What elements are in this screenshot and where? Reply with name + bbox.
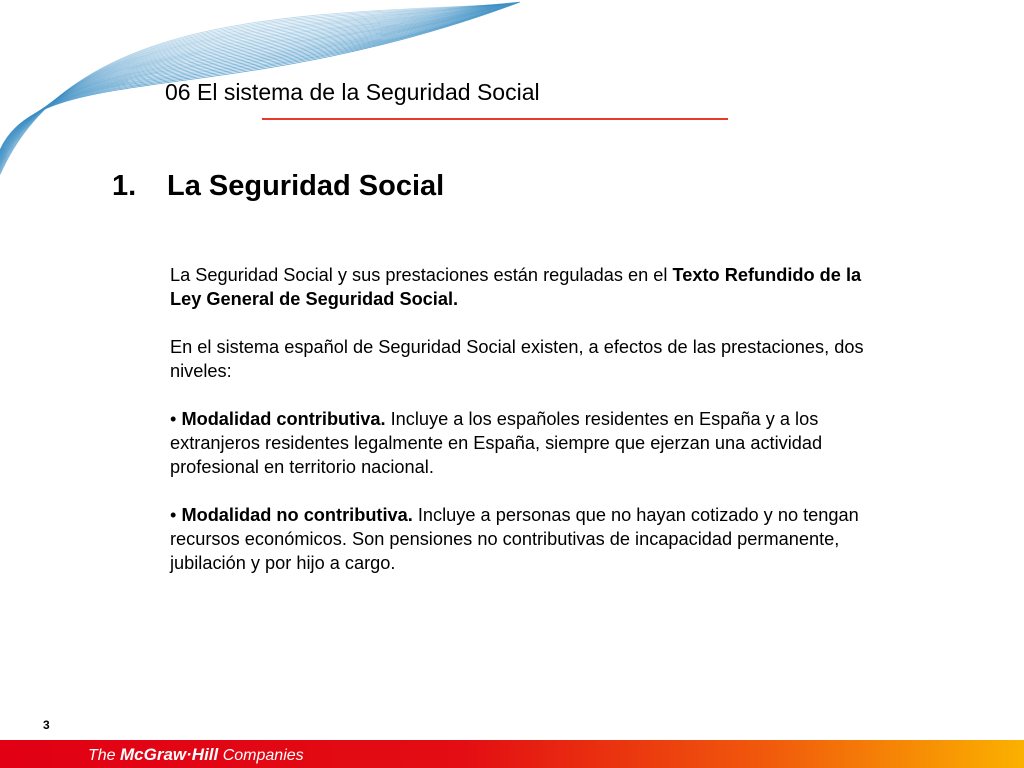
bullet-no-contributiva-text: Incluye a personas que no hayan cotizado y no tengan recursos económicos. Son pensiones no contributivas de incapacidad permanente, jubilación y por hijo a cargo. [170, 505, 859, 573]
paragraph-levels: En el sistema español de Seguridad Social existen, a efectos de las prestaciones, dos niveles: [170, 337, 864, 381]
bullet-no-contributiva-title: Modalidad no contributiva. [181, 505, 413, 525]
paragraph-intro-bold: Texto Refundido de la Ley General de Seguridad Social. [170, 265, 862, 309]
bullet-contributiva-text: Incluye a los españoles residentes en España y a los extranjeros residentes legalmente en España, siempre que ejerzan una actividad profesional en territorio nacional. [170, 409, 823, 477]
section-heading [112, 168, 444, 204]
page-number: 3 [43, 718, 50, 732]
bullet-no-contributiva [170, 503, 895, 575]
bullet-symbol: • [170, 409, 177, 429]
publisher-logo [88, 744, 304, 767]
section-title: La Seguridad Social [167, 170, 445, 202]
bullet-symbol: • [170, 505, 177, 525]
slide-body [170, 263, 895, 599]
bullet-contributiva-title: Modalidad contributiva. [181, 409, 386, 429]
paragraph-intro-text: La Seguridad Social y sus prestaciones están reguladas en el [170, 265, 673, 285]
logo-suffix: Companies [218, 747, 304, 764]
logo-prefix: The [88, 747, 121, 764]
logo-brand: McGraw·Hill [120, 745, 219, 764]
bullet-contributiva [170, 407, 895, 479]
page-title: 06 El sistema de la Seguridad Social [165, 79, 540, 105]
header-divider [262, 118, 728, 120]
paragraph-intro [170, 263, 895, 311]
section-number: 1. [112, 170, 137, 202]
